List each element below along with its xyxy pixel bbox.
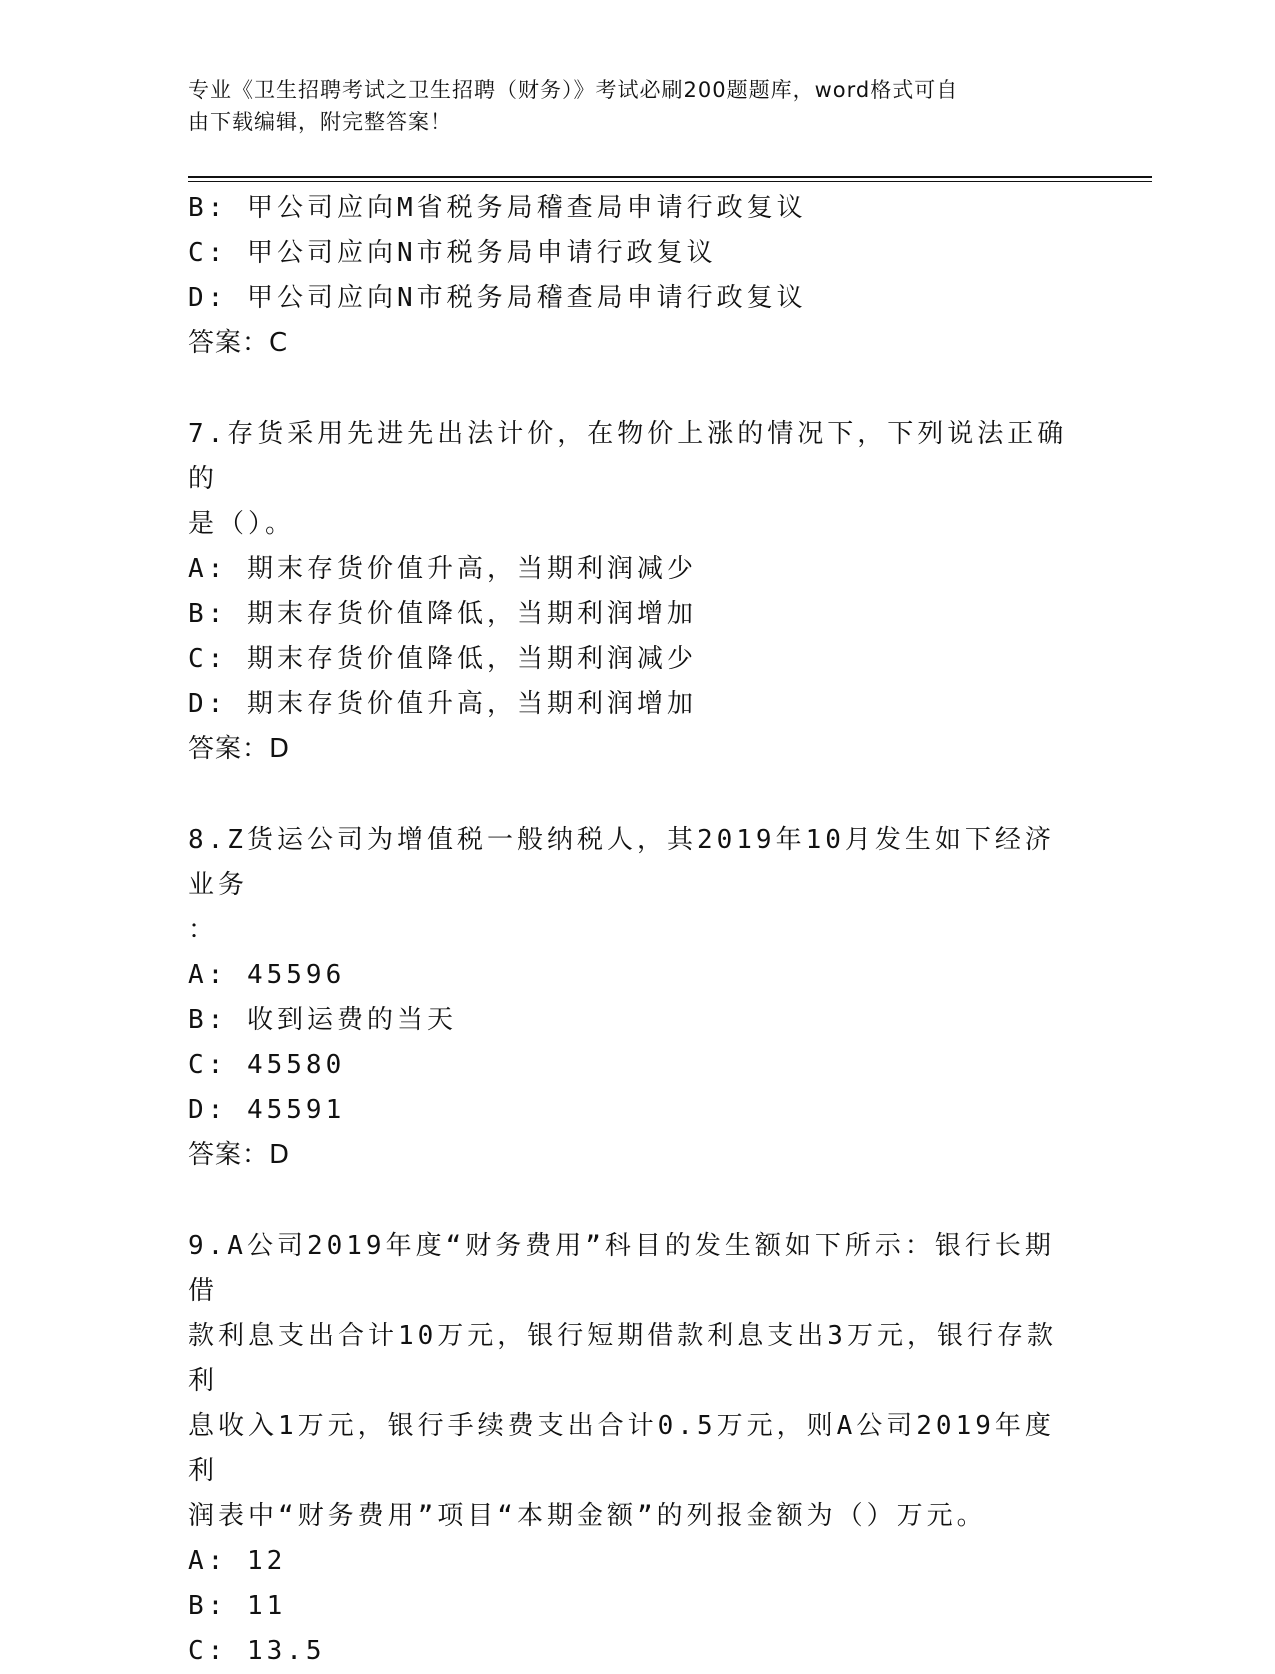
option-a: A: 12 [188,1546,287,1576]
option-d: D: 期末存货价值升高，当期利润增加 [188,689,697,719]
spacer [188,366,1088,412]
spacer [188,772,1088,818]
option-c: C: 45580 [188,1050,346,1080]
question-stem-line: 9.A公司2019年度“财务费用”科目的发生额如下所示：银行长期借 [188,1231,1055,1306]
answer-line: 答案：D [188,734,291,764]
answer-line: 答案：D [188,1140,291,1170]
option-c: C: 甲公司应向N市税务局申请行政复议 [188,238,717,268]
header-divider-thin [188,181,1152,182]
option-c: C: 期末存货价值降低，当期利润减少 [188,644,697,674]
option-d: D: 甲公司应向N市税务局稽查局申请行政复议 [188,283,807,313]
question-stem-line: ： [188,915,219,945]
header-line-2: 由下载编辑，附完整答案！ [188,110,452,134]
question-stem-line: 7.存货采用先进先出法计价，在物价上涨的情况下，下列说法正确的 [188,419,1068,494]
document-header [188,74,1068,138]
spacer [188,1178,1088,1224]
question-stem-line: 息收入1万元，银行手续费支出合计0.5万元，则A公司2019年度利 [188,1411,1055,1486]
question-stem-line: 润表中“财务费用”项目“本期金额”的列报金额为（）万元。 [188,1501,987,1531]
question-6-continued [188,186,1088,366]
option-b: B: 收到运费的当天 [188,1005,457,1035]
option-a: A: 期末存货价值升高，当期利润减少 [188,554,697,584]
option-b: B: 期末存货价值降低，当期利润增加 [188,599,697,629]
question-stem-line: 是（）。 [188,509,296,539]
answer-line: 答案：C [188,328,289,358]
header-line-1: 专业《卫生招聘考试之卫生招聘（财务）》考试必刷200题题库，word格式可自 [188,78,959,102]
question-9 [188,1224,1088,1674]
option-b: B: 11 [188,1591,287,1621]
option-c: C: 13.5 [188,1636,326,1666]
option-a: A: 45596 [188,960,346,990]
option-b: B: 甲公司应向M省税务局稽查局申请行政复议 [188,193,807,223]
question-stem-line: 款利息支出合计10万元，银行短期借款利息支出3万元，银行存款利 [188,1321,1057,1396]
question-list [188,186,1088,1674]
question-7 [188,412,1088,772]
header-divider-thick [188,176,1152,178]
option-d: D: 45591 [188,1095,346,1125]
question-8 [188,818,1088,1178]
question-stem-line: 8.Z货运公司为增值税一般纳税人，其2019年10月发生如下经济业务 [188,825,1055,900]
